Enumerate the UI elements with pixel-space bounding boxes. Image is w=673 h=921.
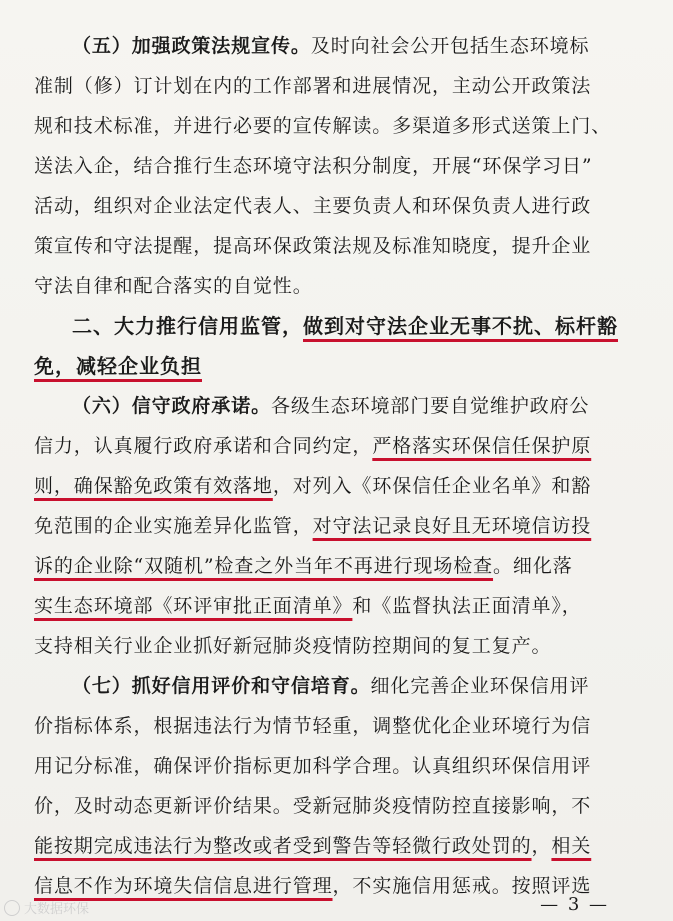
para5-line-2: 准制（修）订计划在内的工作部署和进展情况，主动公开政策法 — [34, 75, 592, 97]
para6-line-4 — [34, 506, 591, 546]
para5-title: （五）加强政策法规宣传。 — [72, 35, 311, 57]
para6-line-3 — [34, 466, 591, 506]
para7-underlined-6a: 信息不作为环境失信信息进行管理 — [34, 875, 333, 897]
para6-line-7: 支持相关行业企业抓好新冠肺炎疫情防控期间的复工复产。 — [34, 635, 552, 657]
para7-underlined-5c: 相关 — [551, 835, 592, 857]
para7-line-3: 用记分标准，确保评价指标更加科学合理。认真组织环保信用评 — [34, 755, 592, 777]
para6-line-1 — [72, 386, 589, 426]
para5-line-3: 规和技术标准，并进行必要的宣传解读。多渠道多形式送策上门、 — [34, 115, 612, 137]
para7-title: （七）抓好信用评价和守信培育。 — [72, 675, 371, 697]
section2-underlined-2: 免，减轻企业负担 — [34, 354, 202, 378]
section2-heading-line-2 — [34, 346, 202, 386]
para7-line-1 — [72, 666, 589, 706]
section2-prefix: 二、大力推行信用监管， — [72, 314, 303, 338]
para6-text-4a: 免范围的企业实施差异化监管， — [34, 515, 313, 537]
para6-text-3b: ，对列入《环保信任企业名单》和豁 — [272, 475, 592, 497]
para6-underlined-2b: 严格落实环保信任保护原 — [372, 435, 592, 457]
para6-text-2a: 信力，认真履行政府承诺和合同约定， — [34, 435, 373, 457]
para5-line-1 — [72, 26, 589, 66]
para7-line-2: 价指标体系，根据违法行为情节轻重，调整优化企业环境行为信 — [34, 715, 592, 737]
para5-line-5: 活动，组织对企业法定代表人、主要负责人和环保负责人进行政 — [34, 195, 592, 217]
para6-text-1: 各级生态环境部门要自觉维护政府公 — [271, 395, 590, 417]
para6-title: （六）信守政府承诺。 — [72, 395, 272, 417]
para6-line-6 — [34, 586, 582, 626]
para6-line-5 — [34, 546, 573, 586]
watermark-logo-icon — [4, 900, 20, 916]
section2-heading-line-1 — [72, 306, 618, 346]
para7-line-4: 价，及时动态更新评价结果。受新冠肺炎疫情防控直接影响，不 — [34, 795, 592, 817]
para5-text: 及时向社会公开包括生态环境标 — [310, 35, 590, 57]
para6-underlined-3a: 则，确保豁免政策有效落地 — [34, 475, 273, 497]
para7-line-6 — [34, 866, 591, 906]
watermark — [4, 898, 89, 917]
para6-text-6b: 和《监督执法正面清单》， — [352, 595, 582, 617]
para7-underlined-5a: 能按期完成违法行为整改或者受到警告等轻微行政处罚的 — [34, 835, 532, 857]
para7-text-5b: ， — [531, 835, 552, 857]
watermark-text: 大数据环保 — [24, 902, 90, 917]
para7-line-5 — [34, 826, 591, 866]
para6-underlined-4b: 对守法记录良好且无环境信访投 — [312, 515, 592, 537]
section2-underlined-1: 做到对守法企业无事不扰、标杆豁 — [303, 314, 618, 338]
para6-line-2 — [34, 426, 591, 466]
page-number: — 3 — — [540, 894, 609, 915]
para5-line-7: 守法自律和配合落实的自觉性。 — [34, 275, 313, 297]
para6-underlined-5a: 诉的企业除“双随机”检查之外当年不再进行现场检查 — [34, 555, 494, 577]
para6-underlined-6a: 实生态环境部《环评审批正面清单》 — [34, 595, 353, 617]
para5-line-6: 策宣传和守法提醒，提高环保政策法规及标准知晓度，提升企业 — [34, 235, 592, 257]
para6-text-5b: 。细化落 — [493, 555, 573, 577]
para5-line-4: 送法入企，结合推行生态环境守法积分制度，开展“环保学习日” — [34, 155, 593, 177]
para7-text-6b: ，不实施信用惩戒。按照评选 — [332, 875, 592, 897]
para7-text-1: 细化完善企业环保信用评 — [370, 675, 590, 697]
